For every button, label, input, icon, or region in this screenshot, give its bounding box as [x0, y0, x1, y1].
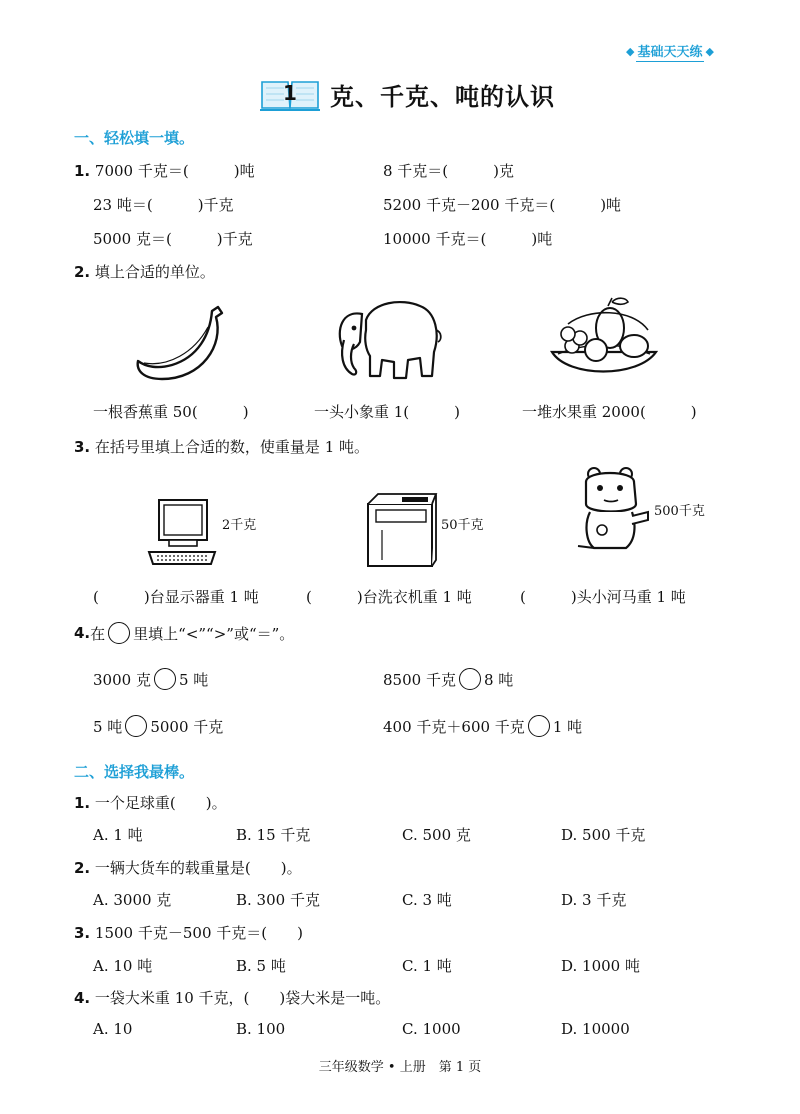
choice-option[interactable]: C. 1000: [402, 1020, 461, 1038]
fill-number-item: ( )头小河马重 1 吨: [520, 588, 686, 606]
question-number: 1.: [74, 794, 91, 812]
header-badge: [614, 40, 726, 62]
compare-row: 5 吨 5000 千克: [93, 715, 223, 737]
question-number: 3.: [74, 438, 91, 456]
compare-circle-icon[interactable]: [125, 715, 147, 737]
blank-item: 23 吨＝( )千克: [93, 196, 234, 214]
badge-text: 基础天天练: [636, 41, 703, 62]
question-number: 4.: [74, 989, 91, 1007]
lesson-title: [258, 74, 555, 114]
choice-option[interactable]: B. 300 千克: [236, 891, 320, 909]
compare-row: 3000 克 5 吨: [93, 668, 208, 690]
question-number: 2.: [74, 859, 91, 877]
lesson-number: 1: [283, 81, 297, 105]
choice-question: 2. 一辆大货车的载重量是( )。: [74, 859, 302, 877]
choice-option[interactable]: B. 5 吨: [236, 957, 286, 975]
choice-option[interactable]: A. 10: [93, 1020, 133, 1038]
diamond-icon: ◆: [705, 44, 714, 58]
choice-option[interactable]: B. 15 千克: [236, 826, 311, 844]
fill-number-item: ( )台显示器重 1 吨: [93, 588, 259, 606]
section-heading-2: 二、选择我最棒。: [74, 763, 195, 781]
choice-option[interactable]: D. 10000: [561, 1020, 630, 1038]
fruit-bowl-image: [548, 294, 660, 384]
compare-circle-icon: [108, 622, 130, 644]
choice-option[interactable]: A. 10 吨: [93, 957, 153, 975]
choice-option[interactable]: D. 500 千克: [561, 826, 646, 844]
choice-option[interactable]: D. 1000 吨: [561, 957, 640, 975]
choice-option[interactable]: D. 3 千克: [561, 891, 627, 909]
fill-number-item: ( )台洗衣机重 1 吨: [306, 588, 472, 606]
blank-item: 5000 克＝( )千克: [93, 230, 253, 248]
weight-label: 2千克: [222, 518, 257, 533]
weight-label: 500千克: [654, 504, 705, 519]
question-number: 3.: [74, 924, 91, 942]
fill-unit-item: 一根香蕉重 50( ): [93, 403, 249, 421]
blank-item: 10000 千克＝( )吨: [383, 230, 553, 248]
blank-item: 8 千克＝( )克: [383, 162, 515, 180]
compare-circle-icon[interactable]: [154, 668, 176, 690]
section-heading-1: 一、轻松填一填。: [74, 129, 195, 147]
question-number: 2.: [74, 263, 91, 281]
blank-item: 7000 千克＝( )吨: [94, 162, 255, 180]
choice-question: 3. 1500 千克－500 千克＝( ): [74, 924, 303, 942]
diamond-icon: ◆: [626, 44, 635, 58]
choice-option[interactable]: A. 3000 克: [93, 891, 172, 909]
fill-unit-item: 一头小象重 1( ): [314, 403, 461, 421]
choice-question: 4. 一袋大米重 10 千克，( )袋大米是一吨。: [74, 989, 391, 1007]
q3-prompt: 3. 在括号里填上合适的数，使重量是 1 吨。: [74, 438, 370, 456]
banana-image: [132, 305, 230, 385]
compare-circle-icon[interactable]: [459, 668, 481, 690]
hippo-image: [574, 464, 654, 554]
weight-label: 50千克: [441, 518, 484, 533]
q1-row-1: [74, 160, 255, 181]
choice-option[interactable]: A. 1 吨: [93, 826, 143, 844]
question-number: 1.: [74, 162, 91, 180]
choice-option[interactable]: B. 100: [236, 1020, 286, 1038]
q2-prompt: 2. 填上合适的单位。: [74, 263, 215, 281]
question-number: 4.: [74, 624, 91, 642]
page-title: 克、千克、吨的认识: [330, 82, 555, 111]
q4-prompt: 4. 在 里填上“<”“>”或“＝”。: [74, 624, 295, 643]
page-footer: 三年级数学 • 上册 第 1 页: [318, 1060, 482, 1075]
computer-monitor-image: [145, 496, 219, 570]
choice-question: 1. 一个足球重( )。: [74, 794, 227, 812]
compare-row: 8500 千克 8 吨: [383, 668, 513, 690]
elephant-image: [332, 290, 444, 386]
open-book-icon: [258, 74, 322, 114]
fill-unit-item: 一堆水果重 2000( ): [522, 403, 697, 421]
choice-option[interactable]: C. 500 克: [402, 826, 471, 844]
choice-option[interactable]: C. 3 吨: [402, 891, 452, 909]
washing-machine-image: [362, 490, 438, 570]
compare-circle-icon[interactable]: [528, 715, 550, 737]
blank-item: 5200 千克－200 千克＝( )吨: [383, 196, 622, 214]
choice-option[interactable]: C. 1 吨: [402, 957, 452, 975]
compare-row: 400 千克＋600 千克 1 吨: [383, 715, 582, 737]
